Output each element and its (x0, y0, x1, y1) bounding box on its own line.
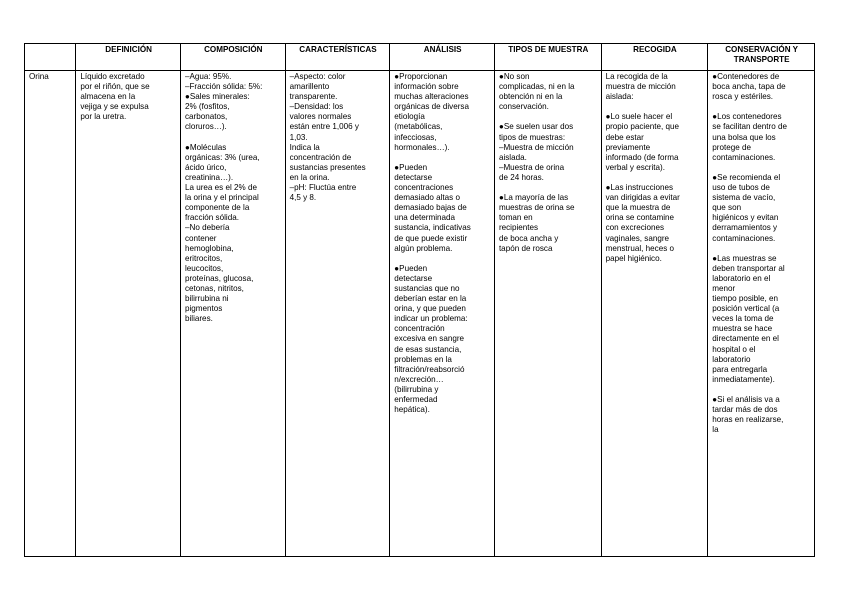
cell-caracteristicas (285, 71, 390, 557)
header-composicion: COMPOSICIÓN (180, 44, 285, 71)
composicion-text: –Agua: 95%. –Fracción sólida: 5%: ●Sales minerales: 2% (fosfitos, carbonatos, cloruros…). ●Moléculas orgánicas: 3% (urea, ácido úrico, creatinina…). La urea es el 2% de la orina y el principal componente de la fracción sólida. –No debería contener hemoglobina, eritrocitos, leucocitos, proteínas, glucosa, cetonas, nitritos, bilirrubina ni pigmentos biliares. (184, 72, 263, 324)
caracteristicas-text: –Aspecto: color amarillento transparente. –Densidad: los valores normales están entre 1,006 y 1,03. Indica la concentración de sustancias presentes en la orina. –pH: Fluctúa entre 4,5 y 8. (289, 72, 366, 203)
analisis-text: ●Proporcionan información sobre muchas alteraciones orgánicas de diversa etiología (metabólicas, infecciosas, hormonales…). ●Pueden detectarse concentraciones demasiado altas o demasiado bajas de una determinada sustancia, indicativas de que puede existir algún problema. ●Pueden detectarse sustancias que no deberían estar en la orina, y que pueden indicar un problema: concentración excesiva en sangre de esas sustancia, problemas en la filtración/reabsorció n/excreción… (bilirrubina y enfermedad hepática). (394, 72, 471, 415)
header-caracteristicas: CARACTERÍSTICAS (285, 44, 390, 71)
row-label (25, 71, 76, 557)
header-row (25, 44, 815, 71)
cell-recogida (601, 71, 708, 557)
cell-analisis (390, 71, 495, 557)
recogida-text: La recogida de la muestra de micción aislada: ●Lo suele hacer el propio paciente, que debe estar previamente informado (de forma verbal y escrita). ●Las instrucciones van dirigidas a evitar que la muestra de orina se contamine con excreciones vaginales, sangre menstrual, heces o papel higiénico. (605, 72, 680, 263)
table-row (25, 71, 815, 557)
conservacion-text: ●Contenedores de boca ancha, tapa de rosca y estériles. ●Los contenedores se facilitan dentro de una bolsa que los protege de contaminaciones. ●Se recomienda el uso de tubos de sistema de vacío, que son higiénicos y evitan derramamientos y contaminaciones. ●Las muestras se deben transportar al laboratorio en el menor tiempo posible, en posición vertical (a veces la toma de muestra se hace directamente en el hospital o el laboratorio para entregarla inmediatamente). ●Si el análisis va a tardar más de dos horas en realizarse, la (712, 72, 787, 435)
header-definicion: DEFINICIÓN (76, 44, 181, 71)
cell-conservacion (708, 71, 815, 557)
cell-composicion (180, 71, 285, 557)
cell-definicion (76, 71, 181, 557)
urine-sample-table (24, 43, 815, 557)
header-empty (25, 44, 76, 71)
cell-tipos-muestra (494, 71, 601, 557)
header-recogida: RECOGIDA (601, 44, 708, 71)
row-label-text: Orina (29, 72, 49, 81)
definicion-text: Líquido excretado por el riñón, que se almacena en la vejiga y se expulsa por la uretra. (80, 72, 150, 122)
tipos-muestra-text: ●No son complicadas, ni en la obtención ni en la conservación. ●Se suelen usar dos tipos de muestras: –Muestra de micción aislada. –Muestra de orina de 24 horas. ●La mayoría de las muestras de orina se toman en recipientes de boca ancha y tapón de rosca (498, 72, 575, 253)
header-tipos-muestra: TIPOS DE MUESTRA (494, 44, 601, 71)
header-conservacion: CONSERVACIÓN Y TRANSPORTE (708, 44, 815, 71)
header-analisis: ANÁLISIS (390, 44, 495, 71)
